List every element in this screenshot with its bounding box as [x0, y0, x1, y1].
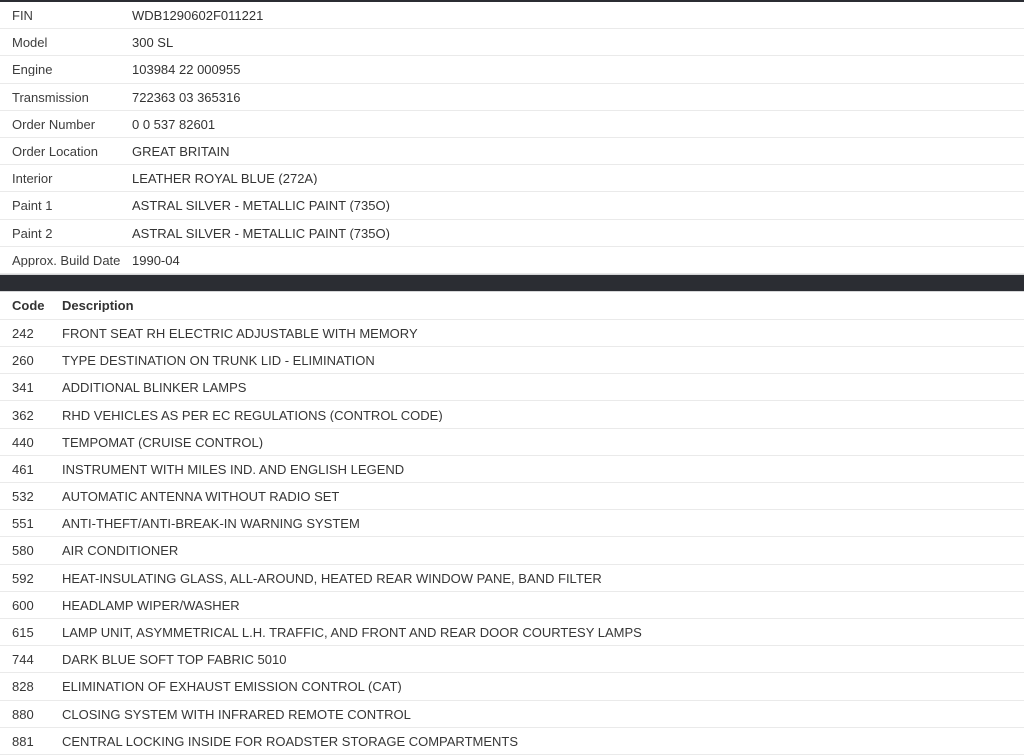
- table-row: [0, 401, 1024, 428]
- table-row: [0, 701, 1024, 728]
- info-row: [0, 220, 1024, 247]
- table-row: [0, 619, 1024, 646]
- code-cell: 592: [12, 570, 34, 585]
- description-cell: ADDITIONAL BLINKER LAMPS: [62, 380, 247, 395]
- description-cell: TEMPOMAT (CRUISE CONTROL): [62, 434, 264, 449]
- description-cell: INSTRUMENT WITH MILES IND. AND ENGLISH LEGEND: [62, 461, 405, 476]
- info-row: [0, 2, 1024, 29]
- code-cell: 600: [12, 597, 34, 612]
- info-row: [0, 111, 1024, 138]
- info-value: 103984 22 000955: [132, 62, 241, 77]
- codes-header-row: [0, 292, 1024, 320]
- description-cell: RHD VEHICLES AS PER EC REGULATIONS (CONTROL CODE): [62, 407, 443, 422]
- description-cell: HEADLAMP WIPER/WASHER: [62, 597, 240, 612]
- table-row: [0, 429, 1024, 456]
- info-label: Paint 1: [12, 198, 53, 213]
- info-label: Transmission: [12, 89, 89, 104]
- table-row: [0, 320, 1024, 347]
- code-cell: 828: [12, 679, 34, 694]
- table-row: [0, 537, 1024, 564]
- code-cell: 744: [12, 652, 34, 667]
- info-row: [0, 192, 1024, 219]
- info-value: 300 SL: [132, 35, 174, 50]
- code-cell: 260: [12, 353, 34, 368]
- description-cell: ELIMINATION OF EXHAUST EMISSION CONTROL (CAT): [62, 679, 402, 694]
- info-label: Paint 2: [12, 225, 53, 240]
- info-value: ASTRAL SILVER - METALLIC PAINT (735O): [132, 225, 390, 240]
- info-label: Interior: [12, 171, 53, 186]
- equipment-codes-table: [0, 292, 1024, 755]
- codes-rows-container: [0, 320, 1024, 755]
- info-label: Order Location: [12, 144, 98, 159]
- code-cell: 615: [12, 625, 34, 640]
- description-cell: TYPE DESTINATION ON TRUNK LID - ELIMINATION: [62, 353, 375, 368]
- code-cell: 440: [12, 434, 34, 449]
- description-cell: CENTRAL LOCKING INSIDE FOR ROADSTER STORAGE COMPARTMENTS: [62, 733, 519, 748]
- description-column-header: Description: [62, 298, 134, 313]
- description-cell: AUTOMATIC ANTENNA WITHOUT RADIO SET: [62, 489, 340, 504]
- info-value: GREAT BRITAIN: [132, 144, 230, 159]
- info-row: [0, 56, 1024, 83]
- table-row: [0, 374, 1024, 401]
- description-cell: ANTI-THEFT/ANTI-BREAK-IN WARNING SYSTEM: [62, 516, 360, 531]
- info-label: Model: [12, 35, 48, 50]
- info-value: LEATHER ROYAL BLUE (272A): [132, 171, 318, 186]
- info-row: [0, 29, 1024, 56]
- info-value: ASTRAL SILVER - METALLIC PAINT (735O): [132, 198, 390, 213]
- code-cell: 551: [12, 516, 34, 531]
- table-row: [0, 728, 1024, 755]
- code-cell: 341: [12, 380, 34, 395]
- info-label: Approx. Build Date: [12, 252, 121, 267]
- info-row: [0, 165, 1024, 192]
- code-cell: 532: [12, 489, 34, 504]
- table-row: [0, 456, 1024, 483]
- table-row: [0, 646, 1024, 673]
- description-cell: DARK BLUE SOFT TOP FABRIC 5010: [62, 652, 287, 667]
- info-label: Engine: [12, 62, 53, 77]
- info-row: [0, 247, 1024, 274]
- info-value: 722363 03 365316: [132, 89, 241, 104]
- description-cell: HEAT-INSULATING GLASS, ALL-AROUND, HEATED REAR WINDOW PANE, BAND FILTER: [62, 570, 602, 585]
- info-row: [0, 138, 1024, 165]
- table-row: [0, 483, 1024, 510]
- info-label: Order Number: [12, 116, 96, 131]
- code-cell: 242: [12, 325, 34, 340]
- description-cell: AIR CONDITIONER: [62, 543, 179, 558]
- code-column-header: Code: [12, 298, 45, 313]
- vehicle-info-table: [0, 2, 1024, 274]
- table-row: [0, 673, 1024, 700]
- table-row: [0, 565, 1024, 592]
- code-cell: 362: [12, 407, 34, 422]
- info-label: FIN: [12, 8, 33, 23]
- code-cell: 461: [12, 461, 34, 476]
- code-cell: 580: [12, 543, 34, 558]
- info-value: 0 0 537 82601: [132, 116, 216, 131]
- table-row: [0, 347, 1024, 374]
- section-divider-bar: [0, 274, 1024, 292]
- table-row: [0, 510, 1024, 537]
- code-cell: 881: [12, 733, 34, 748]
- description-cell: FRONT SEAT RH ELECTRIC ADJUSTABLE WITH MEMORY: [62, 325, 418, 340]
- table-row: [0, 592, 1024, 619]
- code-cell: 880: [12, 706, 34, 721]
- info-value: 1990-04: [132, 252, 180, 267]
- info-value: WDB1290602F011221: [132, 8, 264, 23]
- description-cell: CLOSING SYSTEM WITH INFRARED REMOTE CONTROL: [62, 706, 411, 721]
- description-cell: LAMP UNIT, ASYMMETRICAL L.H. TRAFFIC, AND FRONT AND REAR DOOR COURTESY LAMPS: [62, 625, 642, 640]
- info-row: [0, 84, 1024, 111]
